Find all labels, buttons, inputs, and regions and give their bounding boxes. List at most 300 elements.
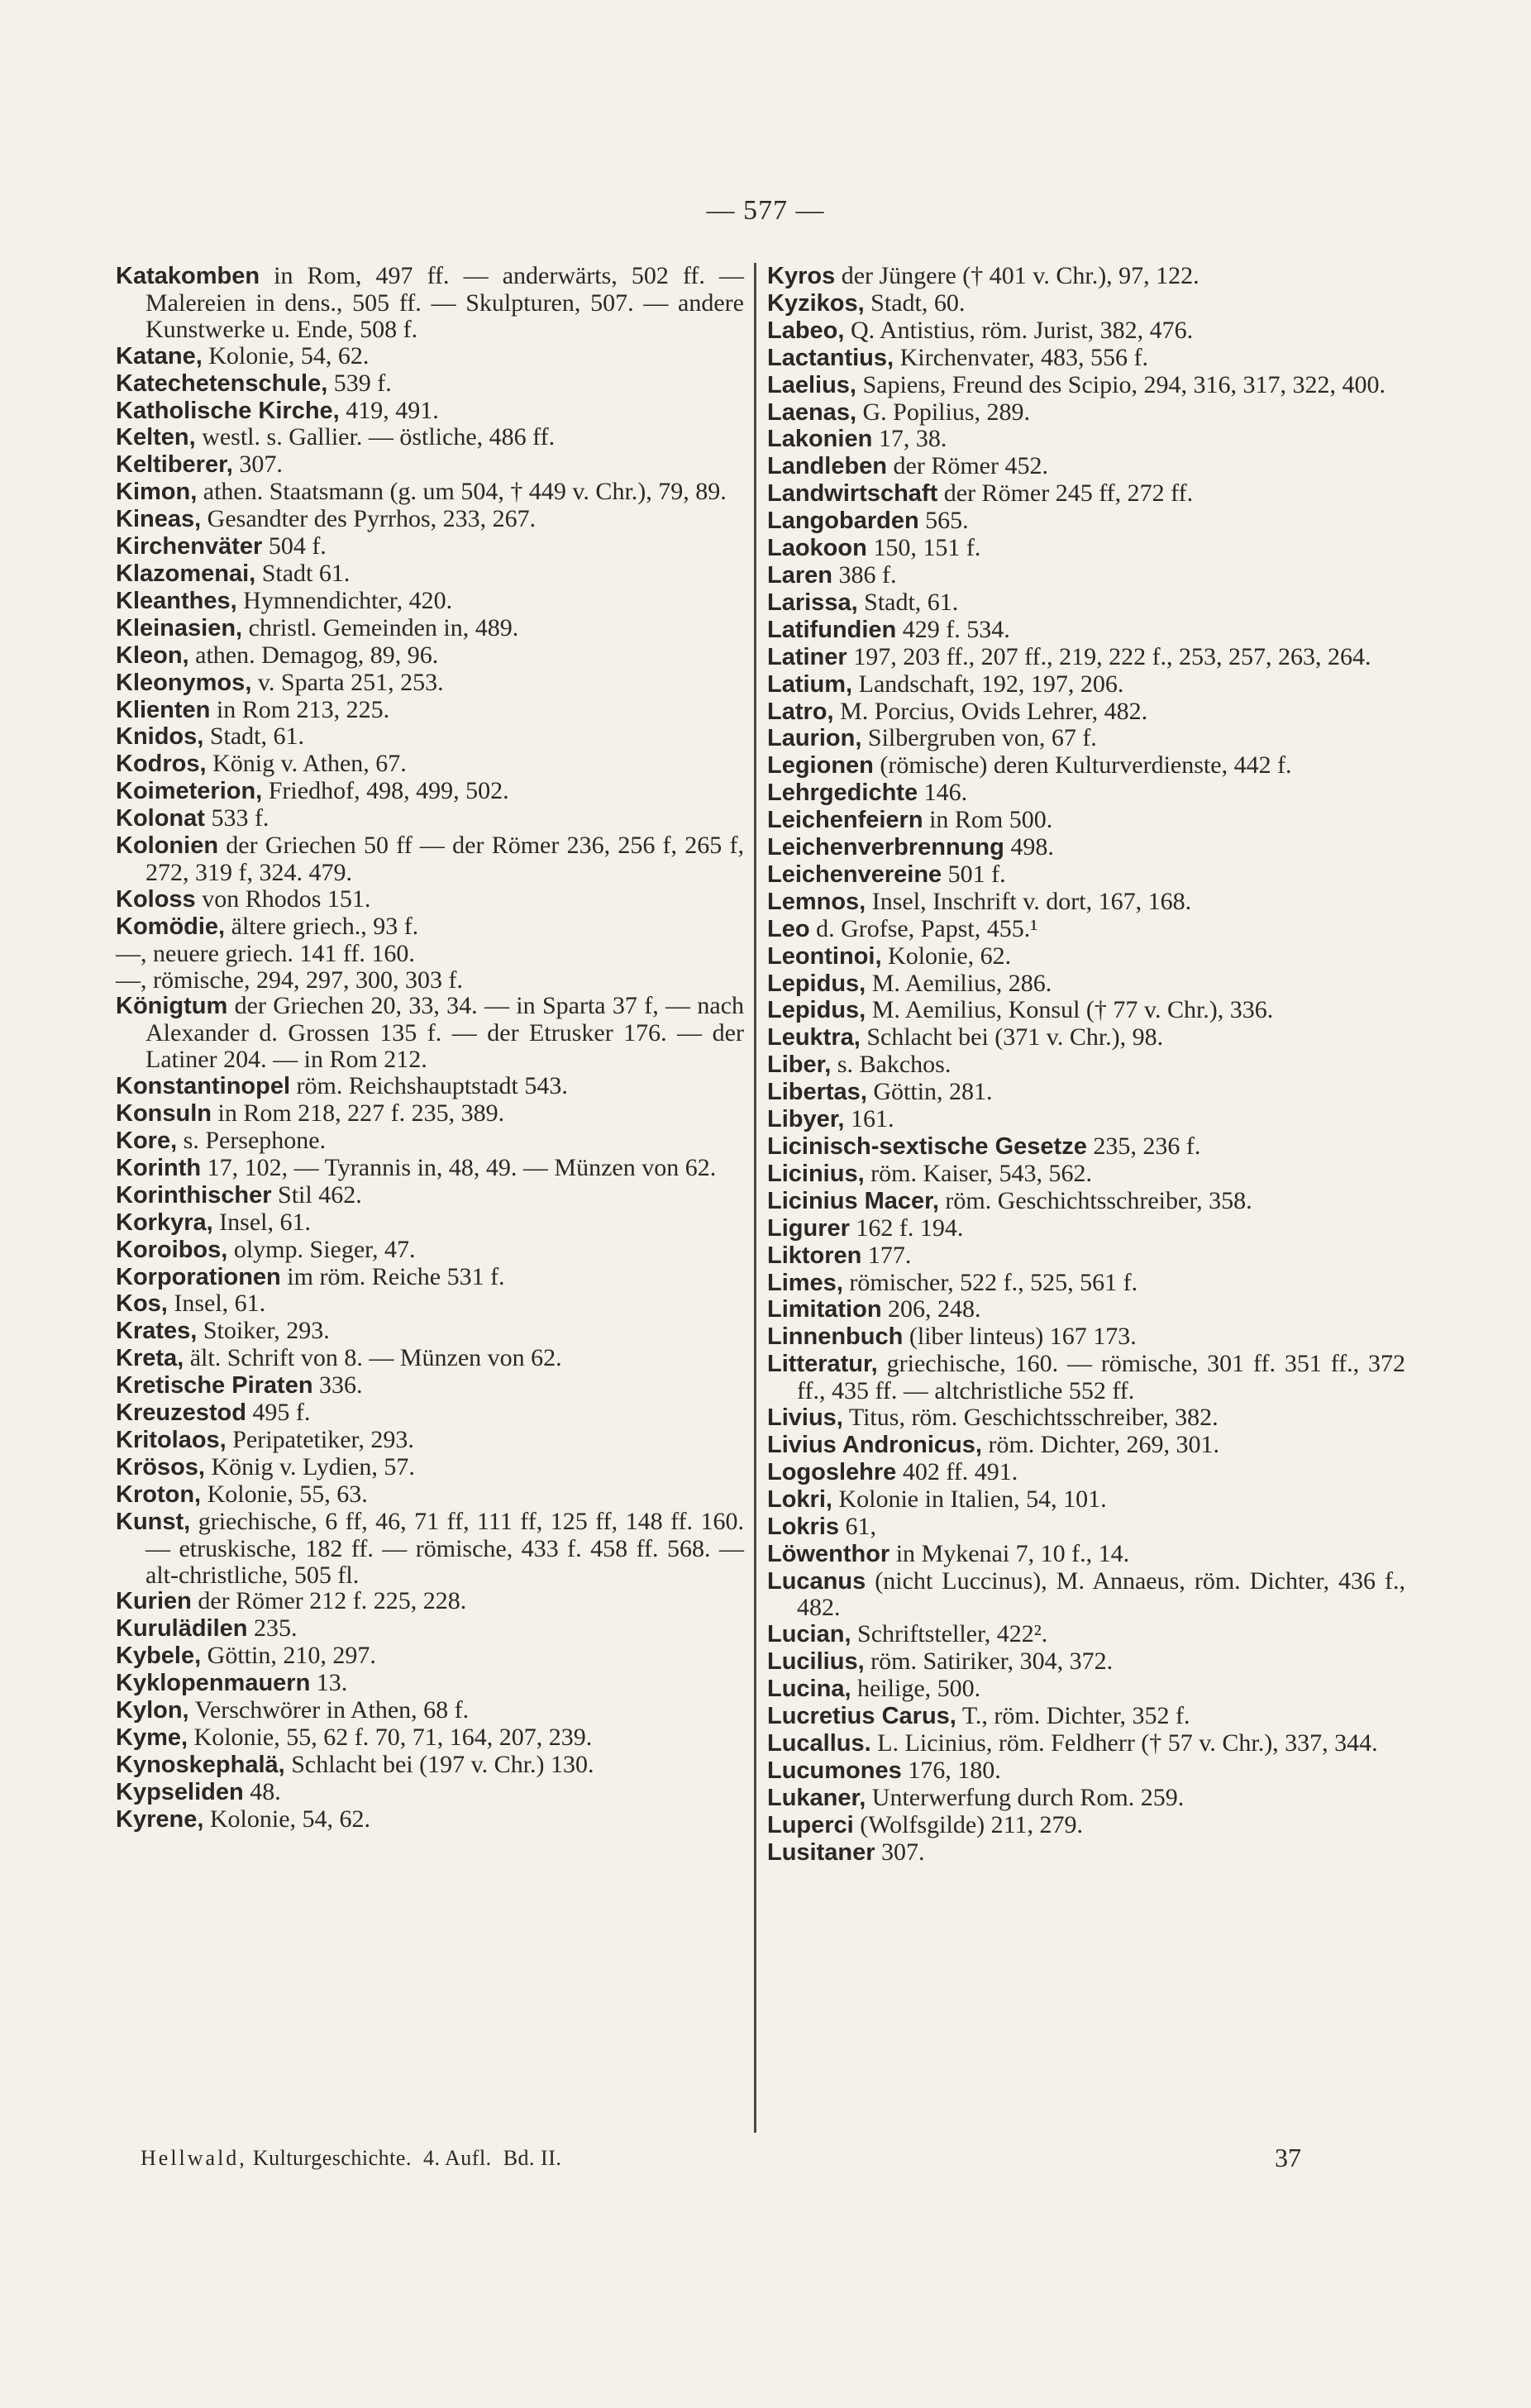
index-column-left xyxy=(116,263,744,1833)
index-entry xyxy=(767,1514,1405,1541)
index-entry xyxy=(767,1106,1405,1133)
index-entry-references: Stoiker, 293. xyxy=(203,1317,330,1345)
index-entry-references: 539 f. xyxy=(333,369,392,397)
index-entry-headword: Kyros xyxy=(767,263,836,289)
index-entry xyxy=(767,1676,1405,1703)
index-entry-headword: Kodros, xyxy=(116,751,207,778)
index-entry-headword: Konsuln xyxy=(116,1100,212,1128)
index-entry-references: Friedhof, 498, 499, 502. xyxy=(268,777,509,805)
index-entry-references: olymp. Sieger, 47. xyxy=(233,1235,416,1263)
index-entry-references: (liber linteus) 167 173. xyxy=(909,1323,1137,1351)
index-entry-headword: Kunst, xyxy=(116,1508,191,1535)
index-entry-references: im röm. Reiche 531 f. xyxy=(287,1262,505,1290)
index-entry xyxy=(767,508,1405,535)
index-entry xyxy=(767,1432,1405,1459)
index-entry-references: 495 f. xyxy=(252,1399,311,1427)
index-entry-headword: Liber, xyxy=(767,1051,832,1079)
index-entry xyxy=(116,967,744,994)
index-entry xyxy=(767,1486,1405,1514)
index-entry xyxy=(767,1730,1405,1757)
footer-volume: Bd. II. xyxy=(503,2146,562,2170)
index-entry xyxy=(767,372,1405,399)
index-entry-references: in Mykenai 7, 10 f., 14. xyxy=(895,1539,1130,1567)
index-entry-references: Kolonie, 55, 63. xyxy=(207,1480,368,1508)
index-entry-headword: Leuktra, xyxy=(767,1024,861,1051)
index-entry-headword: Kybele, xyxy=(116,1643,202,1670)
index-entry-headword: Liktoren xyxy=(767,1242,862,1269)
index-entry-headword: Knidos, xyxy=(116,723,204,751)
index-entry-references: 162 f. 194. xyxy=(856,1214,964,1242)
index-entry-references: (nicht Luccinus), M. Annaeus, röm. Dichter, 436 f., 482. xyxy=(797,1566,1405,1622)
index-entry xyxy=(767,1133,1405,1161)
index-entry-references: röm. Satiriker, 304, 372. xyxy=(870,1647,1114,1676)
index-entry xyxy=(116,1290,744,1318)
index-entry xyxy=(767,1839,1405,1867)
index-entry-headword: Litteratur, xyxy=(767,1351,878,1378)
index-entry-references: Kolonie, 54, 62. xyxy=(208,341,370,370)
index-entry xyxy=(767,752,1405,780)
index-entry xyxy=(116,697,744,724)
index-entry-references: Verschwörer in Athen, 68 f. xyxy=(194,1696,470,1724)
index-entry xyxy=(767,1051,1405,1079)
index-entry xyxy=(116,1752,744,1779)
index-entry xyxy=(116,370,744,398)
index-entry-headword: Licinius, xyxy=(767,1160,865,1187)
index-entry xyxy=(767,453,1405,480)
index-entry-references: 501 f. xyxy=(947,860,1006,888)
index-entry-headword: Kurien xyxy=(116,1588,192,1615)
index-entry-headword: Kore, xyxy=(116,1128,178,1154)
index-entry xyxy=(767,916,1405,943)
index-entry-headword: Klazomenai, xyxy=(116,560,256,587)
index-entry-headword: Konstantinopel xyxy=(116,1073,291,1100)
index-entry xyxy=(116,1209,744,1237)
index-entry-headword: Korinth xyxy=(116,1154,202,1181)
index-entry xyxy=(767,1296,1405,1323)
index-entry-references: röm. Kaiser, 543, 562. xyxy=(870,1159,1093,1187)
index-entry xyxy=(767,1541,1405,1568)
index-entry-headword: Lokri, xyxy=(767,1485,832,1513)
index-entry xyxy=(767,644,1405,671)
index-entry xyxy=(767,263,1405,290)
index-entry-references: der Römer 452. xyxy=(893,452,1048,480)
index-entry-headword: Licinisch-sextische Gesetze xyxy=(767,1133,1087,1160)
index-entry-references: christl. Gemeinden in, 489. xyxy=(248,613,519,641)
index-entry xyxy=(767,1703,1405,1730)
index-entry-references: —, römische, 294, 297, 300, 303 f. xyxy=(116,966,463,994)
index-entry-headword: Kurulädilen xyxy=(116,1615,248,1643)
index-entry xyxy=(767,1404,1405,1432)
index-entry-references: von Rhodos 151. xyxy=(202,885,371,913)
index-entry xyxy=(767,562,1405,589)
index-entry xyxy=(116,1509,744,1589)
index-entry-references: der Römer 212 f. 225, 228. xyxy=(198,1587,467,1615)
index-entry xyxy=(116,1779,744,1806)
footer-edition: 4. Aufl. xyxy=(422,2146,492,2170)
index-entry-headword: Latifundien xyxy=(767,616,897,643)
index-entry xyxy=(767,345,1405,372)
index-entry-references: M. Aemilius, 286. xyxy=(871,969,1052,997)
index-entry-headword: Lucallus. xyxy=(767,1729,871,1757)
index-entry xyxy=(767,1161,1405,1188)
index-entry-headword: Kyklopenmauern xyxy=(116,1670,311,1697)
index-entry-headword: Linnenbuch xyxy=(767,1323,904,1351)
index-entry-references: Stadt 61. xyxy=(261,559,351,587)
index-entry xyxy=(767,807,1405,834)
index-entry-references: Kolonie, 55, 62 f. 70, 71, 164, 207, 239. xyxy=(193,1723,593,1751)
index-entry-references: Landschaft, 192, 197, 206. xyxy=(858,670,1124,698)
index-entry-references: 150, 151 f. xyxy=(873,534,981,562)
index-entry-headword: Leichenvereine xyxy=(767,861,942,888)
index-entry-headword: Lepidus, xyxy=(767,997,866,1024)
index-entry-references: Insel, 61. xyxy=(219,1208,311,1236)
index-entry xyxy=(116,1427,744,1454)
index-entry-references: 235, 236 f. xyxy=(1093,1132,1201,1160)
index-entry-references: röm. Reichshauptstadt 543. xyxy=(296,1072,568,1100)
index-entry xyxy=(767,1812,1405,1839)
index-entry-headword: Laelius, xyxy=(767,371,856,398)
index-entry-headword: Katane, xyxy=(116,342,203,370)
index-entry xyxy=(116,533,744,560)
index-entry xyxy=(116,751,744,778)
index-entry-references: 48. xyxy=(250,1777,281,1805)
index-entry xyxy=(767,535,1405,562)
index-entry xyxy=(767,997,1405,1024)
index-entry-references: Silbergruben von, 67 f. xyxy=(867,724,1097,752)
index-entry-references: 176, 180. xyxy=(908,1756,1001,1784)
index-entry-headword: Latiner xyxy=(767,643,847,670)
index-entry-headword: Lucretius Carus, xyxy=(767,1703,956,1730)
index-entry xyxy=(767,699,1405,726)
index-entry xyxy=(116,1155,744,1182)
index-entry xyxy=(767,1621,1405,1648)
index-entry-references: griechische, 160. — römische, 301 ff. 351 ff., 372 ff., 435 ff. — altchristliche 552 ff. xyxy=(797,1350,1405,1405)
index-entry-headword: Limitation xyxy=(767,1296,882,1323)
index-entry xyxy=(767,1648,1405,1676)
index-entry-references: G. Popilius, 289. xyxy=(862,398,1031,426)
index-entry-references: König v. Athen, 67. xyxy=(212,750,407,778)
index-entry xyxy=(767,1188,1405,1215)
index-entry-references: Unterwerfung durch Rom. 259. xyxy=(871,1783,1185,1811)
index-entry-headword: Lepidus, xyxy=(767,970,866,997)
index-entry-headword: Kirchenväter xyxy=(116,533,263,560)
index-entry xyxy=(116,832,744,886)
index-entry-references: s. Bakchos. xyxy=(837,1051,952,1079)
index-entry-headword: Katholische Kirche, xyxy=(116,397,340,424)
footer-title: Kulturgeschichte. xyxy=(252,2146,412,2170)
index-entry-references: Peripatetiker, 293. xyxy=(232,1425,414,1453)
index-entry-references: Schlacht bei (197 v. Chr.) 130. xyxy=(291,1750,594,1778)
index-entry xyxy=(767,480,1405,508)
footer-author: Hellwald, xyxy=(141,2146,247,2170)
index-entry-references: in Rom, 497 ff. — anderwärts, 502 ff. — Malereien in dens., 505 ff. — Skulpturen, 507. — andere Kunstwerke u. Ende, 508 f. xyxy=(145,262,744,343)
index-entry xyxy=(116,588,744,615)
index-entry-references: 197, 203 ff., 207 ff., 219, 222 f., 253, 257, 263, 264. xyxy=(853,642,1371,670)
index-entry-headword: Laokoon xyxy=(767,535,867,562)
index-entry xyxy=(116,1481,744,1509)
index-entry xyxy=(767,1459,1405,1486)
index-entry-references: ältere griech., 93 f. xyxy=(231,912,419,940)
index-entry-headword: Livius, xyxy=(767,1404,843,1432)
index-entry-references: heilige, 500. xyxy=(857,1675,981,1703)
index-entry xyxy=(767,1568,1405,1622)
index-entry xyxy=(116,1318,744,1345)
index-entry-headword: Laurion, xyxy=(767,725,862,752)
index-entry xyxy=(116,1724,744,1752)
index-entry-references: (Wolfsgilde) 211, 279. xyxy=(860,1810,1084,1838)
index-entry xyxy=(116,1454,744,1481)
index-entry xyxy=(116,263,744,343)
index-entry-headword: Kylon, xyxy=(116,1697,189,1724)
index-entry-references: 146. xyxy=(923,779,968,807)
index-entry-headword: Kelten, xyxy=(116,424,196,451)
index-entry xyxy=(116,1073,744,1100)
index-entry xyxy=(767,1242,1405,1270)
index-entry-references: Stil 462. xyxy=(278,1180,362,1209)
index-entry-headword: Korinthischer xyxy=(116,1181,272,1209)
index-entry xyxy=(116,941,744,967)
index-entry-headword: Leo xyxy=(767,915,810,942)
index-entry-headword: Kritolaos, xyxy=(116,1426,227,1453)
index-entry xyxy=(116,451,744,479)
index-entry-headword: Laren xyxy=(767,561,832,589)
index-entry-references: Göttin, 281. xyxy=(873,1078,993,1106)
index-column-right xyxy=(767,263,1405,1866)
index-entry xyxy=(116,642,744,670)
index-entry xyxy=(767,943,1405,970)
index-entry-headword: Lucilius, xyxy=(767,1648,865,1676)
index-entry xyxy=(767,861,1405,889)
index-entry-headword: Kleon, xyxy=(116,641,189,669)
index-entry-headword: Labeo, xyxy=(767,317,845,344)
index-entry-headword: Lucian, xyxy=(767,1621,851,1648)
index-entry-references: ält. Schrift von 8. — Münzen von 62. xyxy=(189,1344,562,1372)
index-entry-references: Stadt, 61. xyxy=(864,588,959,616)
index-entry xyxy=(116,1345,744,1372)
index-entry-references: M. Porcius, Ovids Lehrer, 482. xyxy=(840,697,1148,725)
index-entry xyxy=(116,670,744,697)
index-entry xyxy=(767,834,1405,861)
index-entry xyxy=(116,398,744,425)
index-entry-references: d. Grofse, Papst, 455.¹ xyxy=(816,914,1038,942)
index-entry-headword: Katechetenschule, xyxy=(116,370,328,397)
index-entry xyxy=(116,1643,744,1670)
index-entry-references: Stadt, 61. xyxy=(209,722,305,751)
index-entry-headword: Katakomben xyxy=(116,263,260,289)
index-entry-headword: Komödie, xyxy=(116,913,226,940)
index-entry-references: 235. xyxy=(254,1614,298,1643)
index-entry xyxy=(116,886,744,913)
index-entry xyxy=(116,343,744,370)
index-entry-headword: Kyzikos, xyxy=(767,289,865,317)
index-entry xyxy=(116,1806,744,1833)
index-entry-references: 17, 102, — Tyrannis in, 48, 49. — Münzen von 62. xyxy=(207,1153,717,1181)
index-entry-headword: Kos, xyxy=(116,1290,168,1318)
index-entry-headword: Leichenverbrennung xyxy=(767,834,1004,861)
index-entry-references: Gesandter des Pyrrhos, 233, 267. xyxy=(207,505,537,533)
index-entry-headword: Lucumones xyxy=(767,1757,902,1784)
index-entry-references: der Griechen 50 ff — der Römer 236, 256 f, 265 f, 272, 319 f, 324. 479. xyxy=(145,832,745,886)
index-entry-headword: Landleben xyxy=(767,453,888,480)
index-entry xyxy=(116,615,744,642)
index-entry xyxy=(767,290,1405,317)
index-entry-headword: Keltiberer, xyxy=(116,451,233,479)
index-entry xyxy=(116,424,744,451)
index-entry-references: westl. s. Gallier. — östliche, 486 ff. xyxy=(202,423,556,451)
index-entry xyxy=(767,1785,1405,1812)
index-entry-headword: Kyme, xyxy=(116,1724,188,1751)
index-entry-headword: Kroton, xyxy=(116,1481,202,1508)
index-entry xyxy=(767,317,1405,345)
index-entry xyxy=(116,913,744,941)
index-entry-headword: Langobarden xyxy=(767,508,919,535)
index-entry xyxy=(116,1237,744,1264)
index-entry-headword: Kolonien xyxy=(116,832,219,860)
index-entry xyxy=(767,399,1405,427)
index-entry-headword: Lusitaner xyxy=(767,1838,875,1866)
index-entry xyxy=(116,723,744,751)
index-entry xyxy=(116,1588,744,1615)
index-entry xyxy=(767,617,1405,644)
index-entry-headword: Korporationen xyxy=(116,1263,281,1290)
index-entry-references: 533 f. xyxy=(211,804,269,832)
index-entry-references: röm. Dichter, 269, 301. xyxy=(988,1430,1220,1458)
index-entry-references: Sapiens, Freund des Scipio, 294, 316, 317, 322, 400. xyxy=(862,370,1386,398)
index-entry xyxy=(116,1372,744,1400)
page-footer xyxy=(141,2146,1399,2171)
index-entry xyxy=(116,993,744,1073)
index-entry-headword: Livius Andronicus, xyxy=(767,1431,982,1458)
index-entry-headword: Lakonien xyxy=(767,426,873,453)
index-entry xyxy=(116,1182,744,1209)
index-entry-headword: Libyer, xyxy=(767,1106,845,1133)
index-entry-headword: Klienten xyxy=(116,696,211,723)
index-entry-headword: Kolonat xyxy=(116,805,205,832)
index-entry xyxy=(116,506,744,533)
index-entry xyxy=(767,1351,1405,1404)
index-entry xyxy=(767,725,1405,752)
index-entry-references: athen. Staatsmann (g. um 504, † 449 v. Chr.), 79, 89. xyxy=(203,478,727,506)
index-entry xyxy=(767,589,1405,617)
index-entry xyxy=(767,1079,1405,1106)
index-entry-references: in Rom 500. xyxy=(929,806,1053,834)
index-entry-references: athen. Demagog, 89, 96. xyxy=(195,641,439,669)
index-entry-headword: Landwirtschaft xyxy=(767,480,938,508)
index-entry-headword: Libertas, xyxy=(767,1079,867,1106)
index-entry-references: römischer, 522 f., 525, 561 f. xyxy=(849,1268,1138,1296)
index-entry-headword: Kimon, xyxy=(116,479,198,506)
index-entry-references: Kolonie in Italien, 54, 101. xyxy=(838,1485,1107,1513)
index-entry xyxy=(116,778,744,805)
index-entry-headword: Lucina, xyxy=(767,1676,851,1703)
index-entry-headword: Königtum xyxy=(116,993,228,1020)
index-entry-references: Kolonie, 62. xyxy=(888,942,1012,970)
index-entry-references: Q. Antistius, röm. Jurist, 382, 476. xyxy=(850,316,1194,344)
page-number: — 577 — xyxy=(706,195,825,226)
index-entry-references: 402 ff. 491. xyxy=(902,1457,1018,1485)
index-entry-headword: Kleanthes, xyxy=(116,587,237,614)
index-entry-headword: Ligurer xyxy=(767,1214,850,1242)
index-entry-headword: Kineas, xyxy=(116,506,202,533)
index-entry-references: Stadt, 60. xyxy=(870,288,966,317)
index-entry xyxy=(767,426,1405,453)
index-entry xyxy=(767,780,1405,807)
index-entry-references: König v. Lydien, 57. xyxy=(211,1452,415,1481)
index-entry-references: Göttin, 210, 297. xyxy=(207,1642,376,1670)
index-entry-references: s. Persephone. xyxy=(183,1127,327,1154)
index-entry-headword: Korkyra, xyxy=(116,1209,213,1236)
index-entry-headword: Logoslehre xyxy=(767,1458,897,1485)
index-entry-references: 565. xyxy=(925,507,969,535)
index-entry-references: 336. xyxy=(319,1371,363,1400)
index-entry-headword: Latium, xyxy=(767,670,853,698)
index-entry-references: M. Aemilius, Konsul († 77 v. Chr.), 336. xyxy=(871,996,1274,1024)
index-entry-references: 419, 491. xyxy=(346,396,439,424)
index-entry-headword: Lokris xyxy=(767,1513,840,1540)
column-divider xyxy=(754,263,756,2133)
index-entry xyxy=(116,1670,744,1697)
index-entry xyxy=(767,889,1405,916)
index-entry-references: 17, 38. xyxy=(878,425,947,453)
index-entry-headword: Laenas, xyxy=(767,398,856,426)
index-entry-references: 429 f. 534. xyxy=(902,615,1010,643)
index-entry-headword: Kleinasien, xyxy=(116,614,243,641)
index-entry-headword: Lehrgedichte xyxy=(767,780,918,807)
index-entry-headword: Licinius Macer, xyxy=(767,1187,939,1214)
index-entry-headword: Legionen xyxy=(767,752,874,780)
index-entry-references: griechische, 6 ff, 46, 71 ff, 111 ff, 125 ff, 148 ff. 160. — etruskische, 182 ff. — römische, 433 f. 458 ff. 568. — alt-christliche, 505 fl. xyxy=(145,1507,745,1589)
index-entry-references: Titus, röm. Geschichtsschreiber, 382. xyxy=(848,1404,1219,1432)
index-entry-references: 504 f. xyxy=(268,532,327,560)
index-entry-references: in Rom 218, 227 f. 235, 389. xyxy=(217,1099,505,1128)
index-entry xyxy=(767,1215,1405,1242)
index-entry xyxy=(116,1100,744,1128)
index-entry-references: der Römer 245 ff, 272 ff. xyxy=(943,479,1194,508)
index-entry xyxy=(767,671,1405,699)
index-entry xyxy=(116,479,744,506)
index-entry-headword: Limes, xyxy=(767,1269,843,1296)
index-entry xyxy=(116,1400,744,1427)
sheet-signature: 37 xyxy=(1275,2143,1301,2172)
index-entry-headword: Kretische Piraten xyxy=(116,1372,313,1400)
index-entry-references: Hymnendichter, 420. xyxy=(243,586,453,614)
index-entry-headword: Krösos, xyxy=(116,1453,205,1481)
index-entry-references: 13. xyxy=(316,1669,348,1697)
index-entry xyxy=(116,1615,744,1643)
index-entry-headword: Löwenthor xyxy=(767,1540,890,1567)
index-entry-references: 161. xyxy=(851,1105,894,1133)
index-entry xyxy=(116,1697,744,1724)
index-entry xyxy=(767,1323,1405,1351)
index-entry-headword: Kyrene, xyxy=(116,1805,204,1833)
index-entry-references: der Jüngere († 401 v. Chr.), 97, 122. xyxy=(841,262,1200,289)
index-entry-headword: Kypseliden xyxy=(116,1778,244,1805)
index-entry-references: röm. Geschichtsschreiber, 358. xyxy=(945,1186,1252,1214)
index-entry-headword: Lactantius, xyxy=(767,344,894,371)
index-entry-headword: Latro, xyxy=(767,698,834,725)
index-entry xyxy=(767,970,1405,998)
index-entry-references: der Griechen 20, 33, 34. — in Sparta 37 f, — nach Alexander d. Grossen 135 f. — der Etrusker 176. — der Latiner 204. — in Rom 212. xyxy=(145,992,745,1074)
index-entry-references: (römische) deren Kulturverdienste, 442 f. xyxy=(880,751,1292,780)
index-entry xyxy=(116,805,744,832)
index-entry-headword: Luperci xyxy=(767,1811,854,1838)
index-entry-references: 61, xyxy=(845,1512,877,1540)
index-entry xyxy=(116,1264,744,1291)
index-entry-headword: Kreuzestod xyxy=(116,1400,246,1427)
index-entry-headword: Leichenfeiern xyxy=(767,807,923,834)
index-entry-headword: Larissa, xyxy=(767,589,858,616)
index-entry-headword: Koroibos, xyxy=(116,1236,228,1263)
